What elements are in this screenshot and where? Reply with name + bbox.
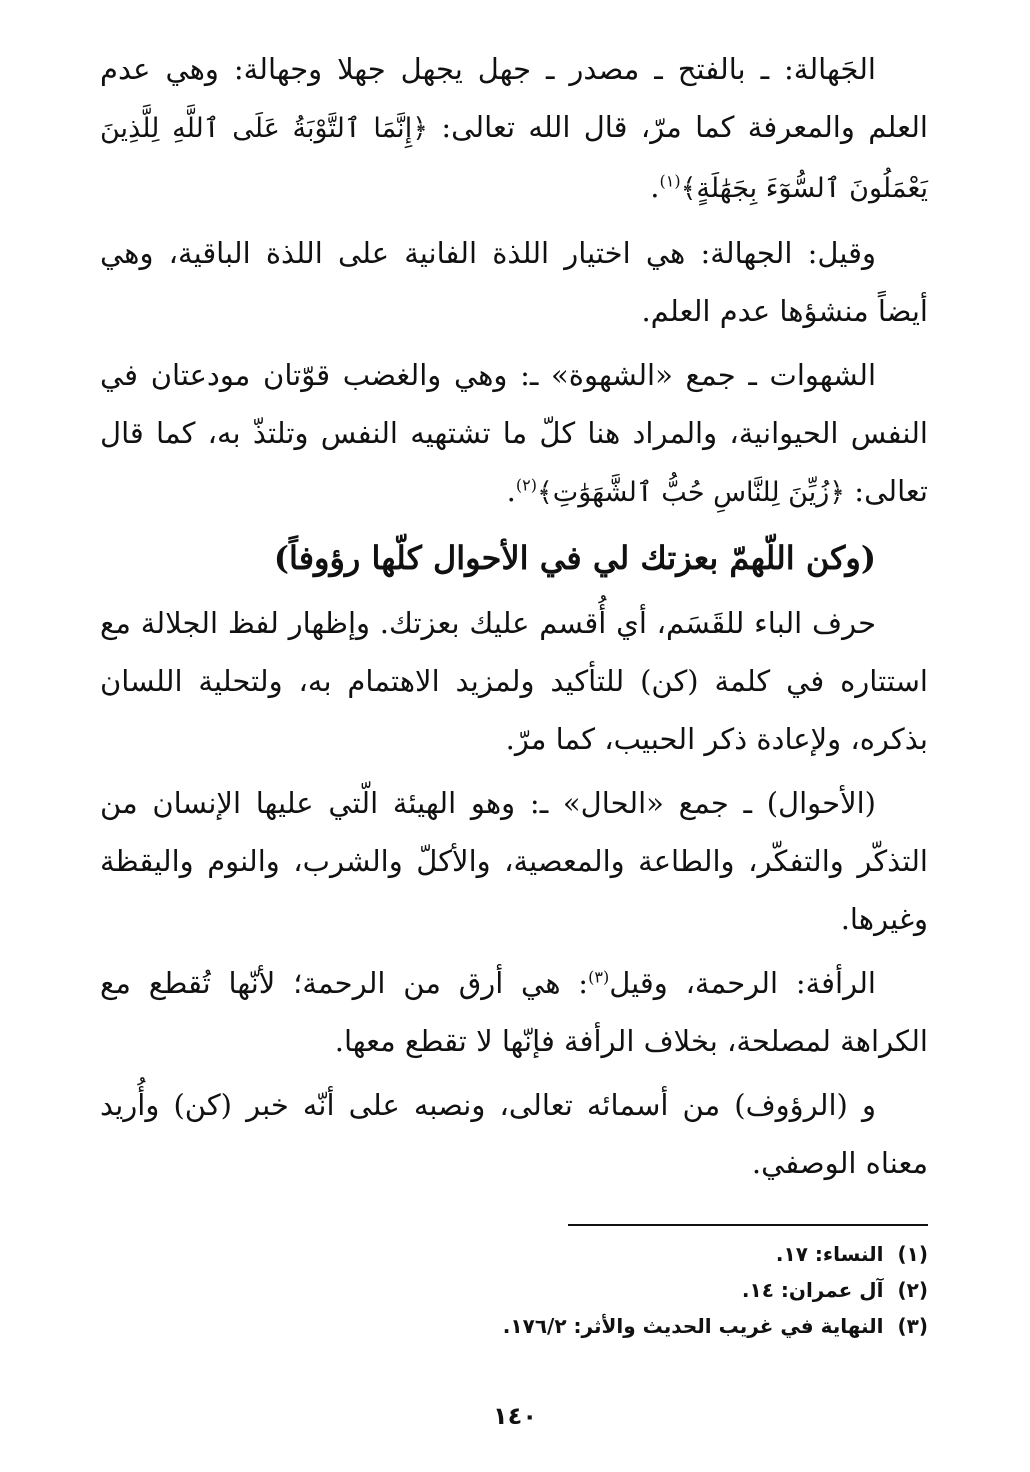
paragraph-qasam — [100, 594, 928, 768]
paragraph-ahwal — [100, 774, 928, 948]
paragraph-text: حرف الباء للقَسَم، أي أُقسم عليك بعزتك. وإظهار لفظ الجلالة مع استتاره في كلمة (كن) للتأكيد ولمزيد الاهتمام به، ولتحلية اللسان بذكره، ولإعادة ذكر الحبيب، كما مرّ. — [100, 606, 928, 756]
footnote-ref[interactable]: (٣) — [588, 967, 610, 987]
footnote-text: النساء: ١٧. — [775, 1242, 884, 1266]
paragraph-text: الشهوات ـ جمع «الشهوة» ـ: وهي والغضب قوّتان مودعتان في النفس الحيوانية، والمراد هنا كلّ ما تشتهيه النفس وتلتذّ به، كما قال تعالى: — [100, 358, 928, 508]
footnote-item — [328, 1308, 928, 1344]
quran-verse: ﴿إِنَّمَا ٱلتَّوْبَةُ عَلَى ٱللَّهِ لِلَّذِينَ يَعْمَلُونَ ٱلسُّوٓءَ بِجَهَٰلَةٍ﴾ — [100, 113, 928, 204]
footnote-number: (٣) — [897, 1314, 928, 1338]
footnote-ref[interactable]: (٢) — [515, 475, 537, 495]
footnote-divider — [568, 1224, 928, 1226]
footnote-text: النهاية في غريب الحديث والأثر: ١٧٦/٢. — [502, 1314, 884, 1338]
paragraph-rafa — [100, 954, 928, 1070]
section-heading: (وكن اللّهمّ بعزتك لي في الأحوال كلّها رؤوفاً) — [273, 539, 876, 577]
footnote-text: آل عمران: ١٤. — [741, 1278, 884, 1302]
paragraph-text: : هي أرق من الرحمة؛ لأنّها تُقطع مع الكراهة لمصلحة، بخلاف الرأفة فإنّها لا تقطع معها. — [100, 966, 928, 1058]
paragraph-jahala — [100, 40, 928, 218]
footnote-item — [328, 1272, 928, 1308]
paragraph-text: الجَهالة: ـ بالفتح ـ مصدر ـ جهل يجهل جهلا وجهالة: وهي عدم العلم والمعرفة كما مرّ، قال الله تعالى: — [100, 52, 928, 144]
paragraph-text: . — [650, 170, 660, 204]
footnote-item — [328, 1236, 928, 1272]
page-number: ١٤٠ — [493, 1402, 537, 1430]
paragraph-text: و (الرؤوف) من أسمائه تعالى، ونصبه على أنّه خبر (كن) وأُريد معناه الوصفي. — [100, 1088, 928, 1180]
paragraph-text: الرأفة: الرحمة، وقيل — [609, 966, 876, 1000]
paragraph-shahawat — [100, 346, 928, 522]
footnote-number: (١) — [897, 1242, 928, 1266]
page-body — [100, 40, 928, 1198]
footnote-number: (٢) — [897, 1278, 928, 1302]
paragraph-raouf — [100, 1076, 928, 1192]
quran-verse: ﴿زُيِّنَ لِلنَّاسِ حُبُّ ٱلشَّهَوَٰتِ﴾ — [536, 477, 846, 508]
paragraph-qil — [100, 224, 928, 340]
paragraph-text: وقيل: الجهالة: هي اختيار اللذة الفانية على اللذة الباقية، وهي أيضاً منشؤها عدم العلم. — [100, 236, 928, 328]
paragraph-text: . — [506, 474, 516, 508]
footnote-ref[interactable]: (١) — [659, 171, 681, 191]
footnotes — [328, 1236, 928, 1344]
paragraph-text: (الأحوال) ـ جمع «الحال» ـ: وهو الهيئة الّتي عليها الإنسان من التذكّر والتفكّر، والطاعة والمعصية، والأكلّ والشرب، والنوم واليقظة وغيرها. — [100, 786, 928, 936]
